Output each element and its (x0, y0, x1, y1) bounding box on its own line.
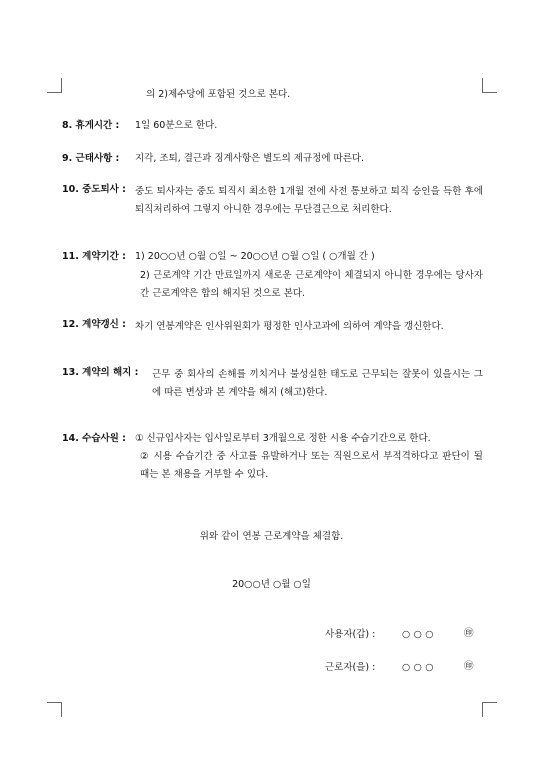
employee-name: ○ ○ ○ (402, 662, 434, 673)
section-14-item-2: ② 시용 수습기간 중 사고를 유발하거나 또는 직원으로서 부적격하다고 판단이 될 때는 본 채용을 거부할 수 있다. (140, 451, 483, 480)
continuation-line: 의 2)제수당에 포함된 것으로 본다. (146, 89, 291, 100)
section-14-item-1: ① 신규입사자는 입사일로부터 3개월으로 정한 시용 수습기간으로 한다. (135, 433, 431, 444)
section-9-label: 9. 근태사항 : (62, 153, 120, 164)
crop-mark-bottom-left (47, 702, 62, 717)
section-8-label: 8. 휴게시간 : (62, 120, 120, 131)
section-10-label: 10. 중도퇴사 : (62, 184, 126, 195)
crop-mark-top-left (47, 78, 62, 93)
section-11-item-1: 1) 20○○년 ○월 ○일 ~ 20○○년 ○월 ○일 ( ○개월 간 ) (135, 251, 375, 262)
section-9-text: 지각, 조퇴, 결근과 징계사항은 별도의 제규정에 따른다. (135, 153, 365, 164)
section-11-item-2: 2) 근로계약 기간 만료일까지 새로운 근로계약이 체결되지 아니한 경우에는 당사자간 근로계약은 합의 해지된 것으로 본다. (140, 270, 483, 299)
section-13-text: 근무 중 회사의 손해를 끼치거나 불성실한 태도로 근무되는 잘못이 있을시는 그에 따른 변상과 본 계약을 해지 (해고)한다. (152, 369, 483, 398)
employee-seal-icon: ㊞ (464, 661, 474, 672)
crop-mark-bottom-right (482, 702, 497, 717)
section-11-label: 11. 계약기간 : (62, 251, 126, 262)
section-12-label: 12. 계약갱신 : (62, 319, 126, 330)
section-14-label: 14. 수습사원 : (62, 433, 126, 444)
employer-name: ○ ○ ○ (402, 629, 434, 640)
crop-mark-top-right (482, 78, 497, 93)
section-12-text: 차기 연봉계약은 인사위원회가 평정한 인사고과에 의하여 계약을 갱신한다. (135, 321, 444, 332)
employee-label: 근로자(을) : (325, 662, 376, 673)
employer-label: 사용자(갑) : (325, 629, 376, 640)
section-10-text: 중도 퇴사자는 중도 퇴직시 최소한 1개월 전에 사전 통보하고 퇴직 승인을 득한 후에 퇴직처리하여 그렇지 아니한 경우에는 무단결근으로 처리한다. (135, 186, 483, 215)
section-13-label: 13. 계약의 해지 : (62, 367, 139, 378)
employer-seal-icon: ㊞ (464, 628, 474, 639)
closing-statement: 위와 같이 연봉 근로계약을 체결함. (199, 531, 344, 542)
section-8-text: 1일 60분으로 한다. (135, 120, 218, 131)
contract-date: 20○○년 ○월 ○일 (232, 579, 311, 590)
